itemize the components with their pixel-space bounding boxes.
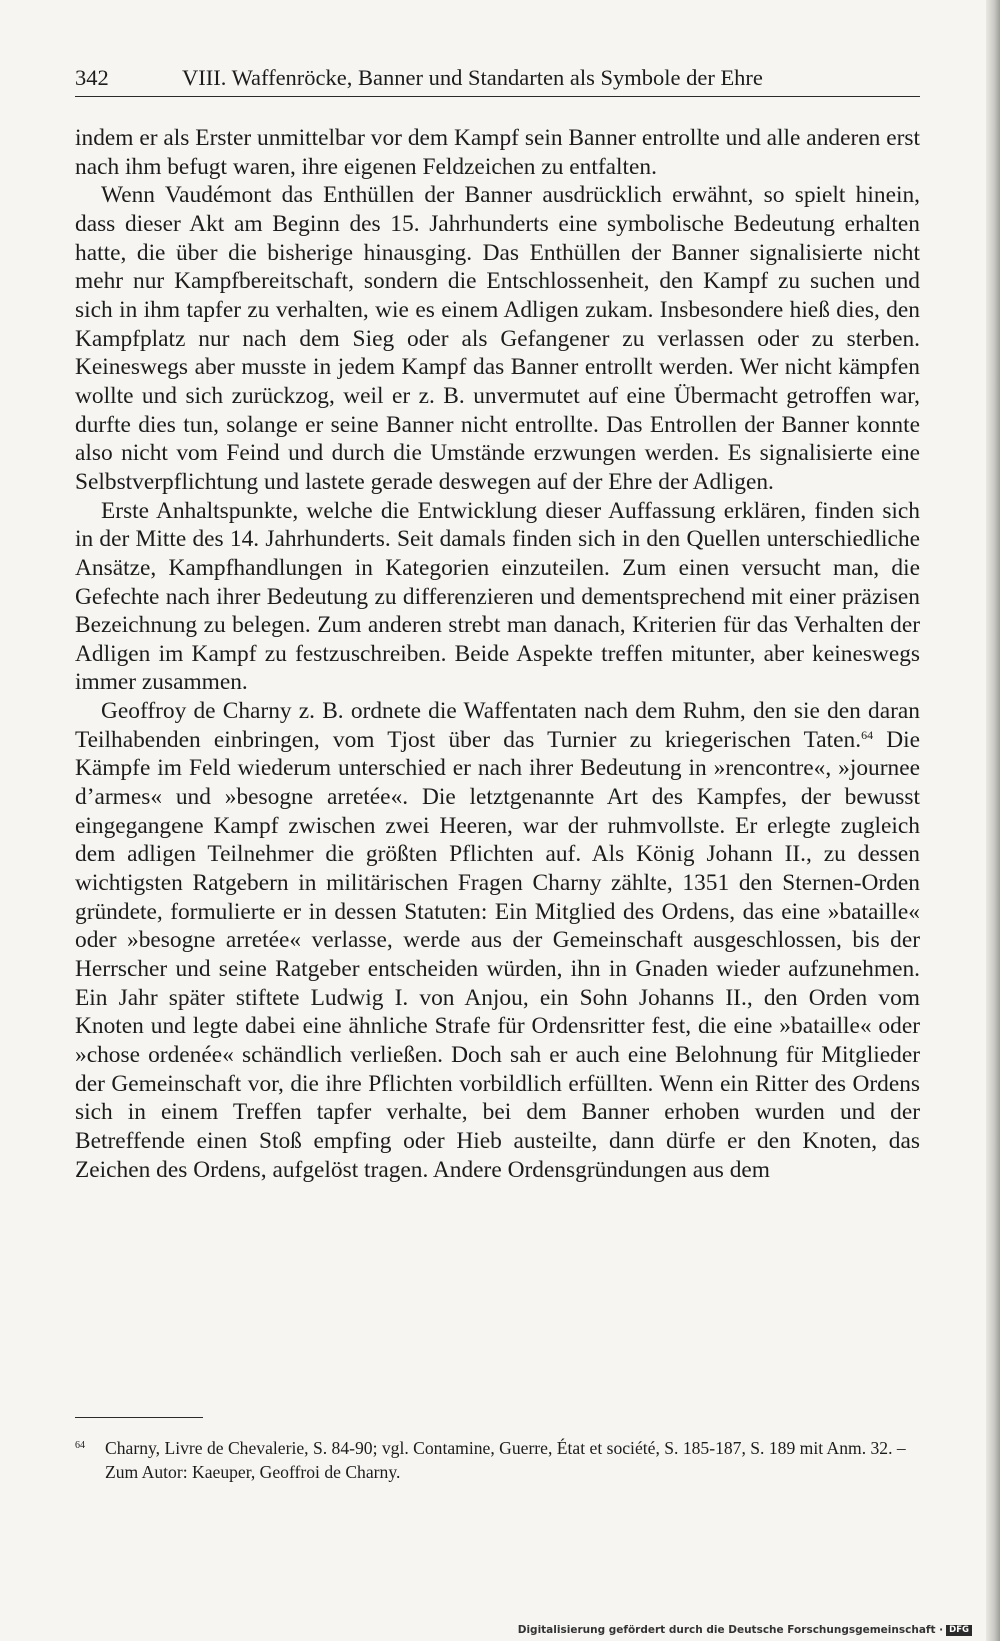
main-text [75, 124, 920, 1184]
funding-notice [518, 1624, 972, 1636]
paragraph-4-part-2: Die Kämpfe im Feld wiederum unterschied er nach ihrer Bedeutung in »rencontre«, »journee d’armes« und »besogne arretée«. Die letztgenannte Art des Kampfes, der bewusst eingegangene Kampf zwischen zwei Heeren, war der ruhmvollste. Er erlegte zugleich dem adligen Teilnehmer die größten Pflichten auf. Als König Johann II., zu dessen wichtigsten Ratgebern in militärischen Fragen Charny zählte, 1351 den Sternen-Orden gründete, formulierte er in dessen Statuten: Ein Mitglied des Ordens, das eine »bataille« oder »besogne arretée« verlasse, werde aus der Gemeinschaft ausgeschlossen, bis der Herrscher und seine Ratgeber entscheiden würden, ihn in Gnaden wieder aufzunehmen. Ein Jahr später stiftete Ludwig I. von Anjou, ein Sohn Johanns II., den Orden vom Knoten und legte dabei eine ähnliche Strafe für Ordensritter fest, die eine »bataille« oder »chose ordenée« schändlich verließen. Doch sah er auch eine Belohnung für Mitglieder der Gemeinschaft vor, die ihre Pflichten vorbildlich erfüllten. Wenn ein Ritter des Ordens sich in einem Treffen tapfer verhalte, bei dem Banner erhoben wurden und der Betreffende einen Stoß empfing oder Hieb austeilte, dann dürfe er den Knoten, das Zeichen des Ordens, aufgelöst tragen. Andere Ordensgründungen aus dem [75, 726, 921, 1183]
footnote-number: 64 [75, 1440, 85, 1451]
page-number: 342 [75, 65, 109, 90]
paragraph-4 [75, 697, 920, 1184]
paragraph-2: Wenn Vaudémont das Enthüllen der Banner ausdrücklich erwähnt, so spielt hinein, dass dieser Akt am Beginn des 15. Jahrhunderts eine symbolische Bedeutung erhalten hatte, die über die bisherige hinausging. Das Enthüllen der Banner signalisierte nicht mehr nur Kampfbereitschaft, sondern die Entschlossenheit, den Kampf zu suchen und sich in ihm tapfer zu verhalten, wie es einem Adligen zukam. Insbesondere hieß dies, den Kampfplatz nur nach dem Sieg oder als Gefangener zu verlassen oder zu sterben. Keineswegs aber musste in jedem Kampf das Banner entrollt werden. Wer nicht kämpfen wollte und sich zurückzog, weil er z. B. unvermutet auf eine Übermacht getroffen war, durfte dies tun, solange er seine Banner nicht entrollte. Das Entrollen der Banner konnte also nicht vom Feind und durch die Umstände erzwungen werden. Es signalisierte eine Selbstverpflichtung und lastete gerade deswegen auf der Ehre der Adligen. [75, 182, 920, 495]
paragraph-4-part-1: Geoffroy de Charny z. B. ordnete die Waffentaten nach dem Ruhm, den sie den daran Teilhabenden einbringen, vom Tjost über das Turnier zu kriegerischen Taten. [75, 698, 920, 753]
footnote [75, 1436, 920, 1484]
running-header [75, 62, 920, 97]
chapter-title: VIII. Waffenröcke, Banner und Standarten als Symbole der Ehre [182, 65, 763, 90]
footnote-reference[interactable]: 64 [861, 727, 874, 742]
dfg-logo: DFG [946, 1625, 972, 1636]
paragraph-1: indem er als Erster unmittelbar vor dem Kampf sein Banner entrollte und alle anderen erst nach ihm befugt waren, ihre eigenen Feldzeichen zu entfalten. [75, 125, 920, 180]
funding-text: Digitalisierung gefördert durch die Deutsche Forschungsgemeinschaft · [517, 1624, 944, 1636]
footnote-text: Charny, Livre de Chevalerie, S. 84-90; vgl. Contamine, Guerre, État et société, S. 185-187, S. 189 mit Anm. 32. – Zum Autor: Kaeuper, Geoffroi de Charny. [105, 1438, 906, 1482]
footnote-divider [75, 1417, 203, 1418]
paragraph-3: Erste Anhaltspunkte, welche die Entwicklung dieser Auffassung erklären, finden sich in der Mitte des 14. Jahrhunderts. Seit damals finden sich in den Quellen unterschiedliche Ansätze, Kampfhandlungen in Kategorien einzuteilen. Zum einen versucht man, die Gefechte nach ihrer Bedeutung zu differenzieren und dementsprechend mit einer präzisen Bezeichnung zu belegen. Zum anderen strebt man danach, Kriterien für das Verhalten der Adligen im Kampf zu festzuschreiben. Beide Aspekte treffen mitunter, aber keineswegs immer zusammen. [75, 497, 920, 696]
scanned-page-edge [986, 0, 1000, 1641]
